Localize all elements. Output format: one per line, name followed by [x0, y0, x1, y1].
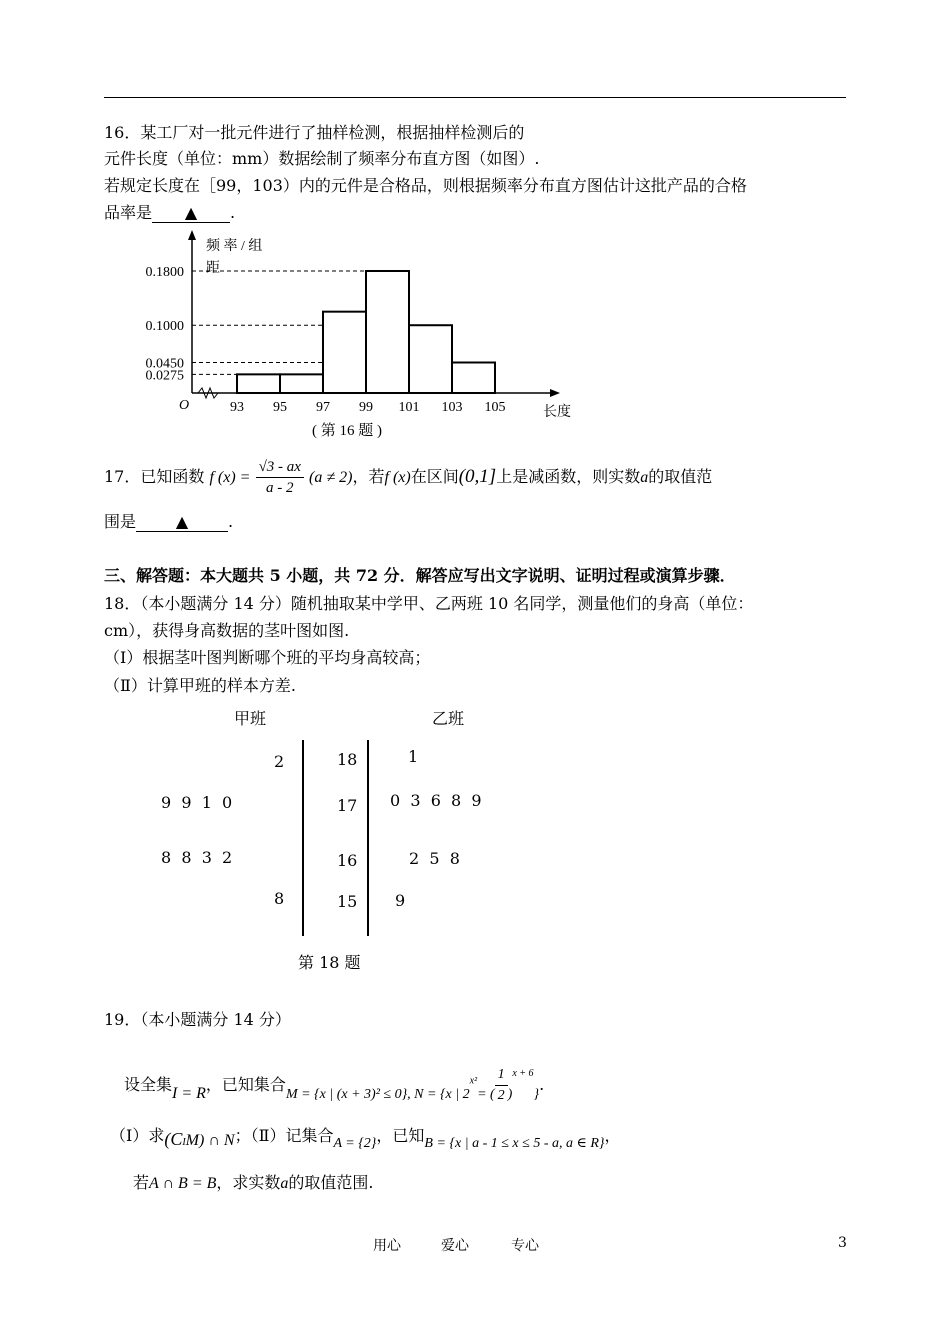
q19-title: 19．（本小题满分 14 分） — [104, 1010, 291, 1029]
chart-bar — [237, 374, 280, 393]
chart-y-tick-label: 0.1000 — [145, 319, 184, 335]
q19-p2-end: 的取值范围. — [288, 1173, 374, 1192]
q19-half — [495, 1065, 508, 1106]
q19-half-num: 1 — [495, 1065, 508, 1086]
chart-bar — [452, 363, 495, 394]
q19-p1-sep: ；（Ⅱ）记集合 — [234, 1126, 334, 1145]
q16-line1: 16．某工厂对一批元件进行了抽样检测，根据抽样检测后的 — [104, 123, 525, 142]
q17-prefix: 17．已知函数 — [104, 467, 205, 486]
chart-x-tick-label: 93 — [230, 400, 244, 415]
stem-divider-right — [367, 740, 369, 936]
stem-row-18-stem: 18 — [337, 750, 358, 769]
chart-x-tick-label: 101 — [398, 400, 420, 415]
stem-row-17-stem: 17 — [337, 796, 358, 815]
chart-x-label: 长度 — [543, 405, 571, 420]
q17-line2 — [104, 509, 233, 532]
q19-N-mid: = ( — [477, 1087, 495, 1102]
q17-mid: ，若 — [352, 467, 385, 486]
q19-p2-tail: ，求实数 — [216, 1173, 281, 1192]
chart-y-tick-label: 0.0450 — [145, 356, 184, 372]
histogram-chart — [130, 228, 590, 443]
q17-interval: (0,1] — [458, 466, 497, 487]
chart-x-tick-label: 99 — [359, 400, 373, 415]
q16-answer-blank: ▲ — [152, 204, 230, 223]
q19-p1-expr2: M) ∩ N — [185, 1132, 235, 1149]
q17-fraction — [256, 457, 304, 498]
q17-var: a — [640, 469, 649, 486]
chart-x-tick-label: 97 — [316, 400, 330, 415]
q17-fraction-num: √3 - ax — [256, 457, 304, 478]
q19-p1-expr: (C — [164, 1129, 183, 1149]
footer-motto-1: 用心 — [373, 1238, 401, 1254]
q17-suffix2: 的取值范 — [648, 467, 713, 486]
q16-line4 — [104, 200, 235, 223]
stem-row-15-left: 8 — [274, 889, 285, 908]
chart-x-axis-arrow — [550, 389, 560, 397]
footer-motto-3: 专心 — [511, 1238, 539, 1254]
stem-row-17-right: 0 3 6 8 9 — [390, 791, 482, 810]
q17-suffix: 上是减函数，则实数 — [496, 467, 641, 486]
q19-p2-cond: A ∩ B = B — [149, 1175, 217, 1192]
q19-part2-line — [133, 1170, 374, 1193]
q19-p1-label: （Ⅰ）求 — [110, 1126, 165, 1145]
chart-x-tick-label: 105 — [484, 400, 506, 415]
stem-row-16-stem: 16 — [337, 851, 358, 870]
chart-x-tick-label: 103 — [441, 400, 463, 415]
chart-bar — [280, 374, 323, 393]
q19-p2-var: a — [280, 1175, 289, 1192]
stem-row-18-right: 1 — [408, 747, 419, 766]
stem-class-a: 甲班 — [234, 709, 267, 728]
q18-line1: 18．（本小题满分 14 分）随机抽取某中学甲、乙两班 10 名同学，测量他们的身高（单位： — [104, 594, 754, 613]
section3-heading: 三、解答题：本大题共 5 小题，共 72 分．解答应写出文字说明、证明过程或演算步骤． — [104, 566, 736, 585]
chart-y-tick-label: 0.0275 — [145, 368, 184, 384]
q18-part1: （Ⅰ）根据茎叶图判断哪个班的平均身高较高； — [104, 648, 431, 667]
q19-known: ，已知集合 — [205, 1075, 286, 1094]
q17-fx2: f (x) — [384, 469, 411, 486]
q16-line2: 元件长度（单位：mm）数据绘制了频率分布直方图（如图）. — [104, 149, 540, 168]
q16-line3: 若规定长度在［99，103）内的元件是合格品，则根据频率分布直方图估计这批产品的合格 — [104, 176, 747, 195]
q19-p1-sub: I — [182, 1137, 186, 1149]
chart-origin-label: O — [179, 398, 190, 413]
q19-A-def: A = {2} — [333, 1136, 377, 1151]
q17-line1 — [104, 456, 712, 499]
chart-y-label: 频 率 / 组 — [206, 239, 263, 254]
q19-parts-line — [110, 1122, 621, 1158]
q19-half-den: 2 — [497, 1088, 505, 1103]
header-rule — [104, 97, 846, 98]
stem-row-15-right: 9 — [395, 891, 406, 910]
chart-caption: ( 第 16 题 ) — [312, 423, 382, 439]
q19-N-exp: x² — [469, 1075, 478, 1087]
footer-page-number: 3 — [838, 1235, 847, 1251]
stem-class-b: 乙班 — [432, 709, 465, 728]
stem-row-17-left: 9 9 1 0 — [161, 793, 233, 812]
q17-fx: f (x) = — [209, 469, 251, 486]
chart-bar — [409, 325, 452, 393]
stem-row-18-left: 2 — [274, 752, 285, 771]
q17-condition: (a ≠ 2) — [309, 469, 353, 486]
footer-motto-2: 爱心 — [441, 1238, 469, 1254]
q19-M-def: M = {x | (x + 3)² ≤ 0}, N = {x | 2 — [285, 1087, 470, 1102]
q16-end: . — [230, 203, 236, 222]
stem-row-16-right: 2 5 8 — [409, 849, 460, 868]
q17-line2-text: 围是 — [104, 512, 137, 531]
q19-comma: ， — [604, 1126, 621, 1145]
q19-p2-if: 若 — [133, 1173, 150, 1192]
q17-answer-blank: ▲ — [136, 513, 228, 532]
q19-N-exp2: x + 6 — [512, 1068, 534, 1079]
chart-x-tick-label: 95 — [273, 400, 287, 415]
q16-line4-text: 品率是 — [104, 203, 153, 222]
q18-caption: 第 18 题 — [298, 953, 361, 972]
q19-set-intro: 设全集 — [124, 1075, 173, 1094]
chart-bar — [366, 271, 409, 393]
q17-mid2: 在区间 — [410, 467, 459, 486]
stem-divider-left — [302, 740, 304, 936]
stem-row-15-stem: 15 — [337, 892, 358, 911]
q19-known2: ，已知 — [376, 1126, 425, 1145]
q19-I-eq: I = R — [172, 1085, 206, 1102]
q19-set-line: 设全集I = R，已知集合M = {x | (x + 3)² ≤ 0}, N = {x | $2^{x^2}=$ ( $\frac{1}{2}$ )$^{x + 6}$}. — [124, 1050, 544, 1119]
chart-bar — [323, 312, 366, 393]
stem-row-16-left: 8 8 3 2 — [161, 848, 233, 867]
chart-y-label-line2: 距 — [206, 261, 220, 276]
chart-y-axis-arrow — [188, 230, 196, 240]
chart-y-tick-label: 0.1800 — [145, 265, 184, 280]
q19-dot: . — [539, 1075, 545, 1094]
q17-end: . — [228, 512, 234, 531]
q19-B-def: B = {x | a - 1 ≤ x ≤ 5 - a, a ∈ R} — [424, 1136, 605, 1151]
q17-fraction-den: a - 2 — [266, 480, 294, 496]
q18-part2: （Ⅱ）计算甲班的样本方差. — [104, 676, 296, 695]
q18-line2: cm），获得身高数据的茎叶图如图. — [104, 621, 350, 640]
